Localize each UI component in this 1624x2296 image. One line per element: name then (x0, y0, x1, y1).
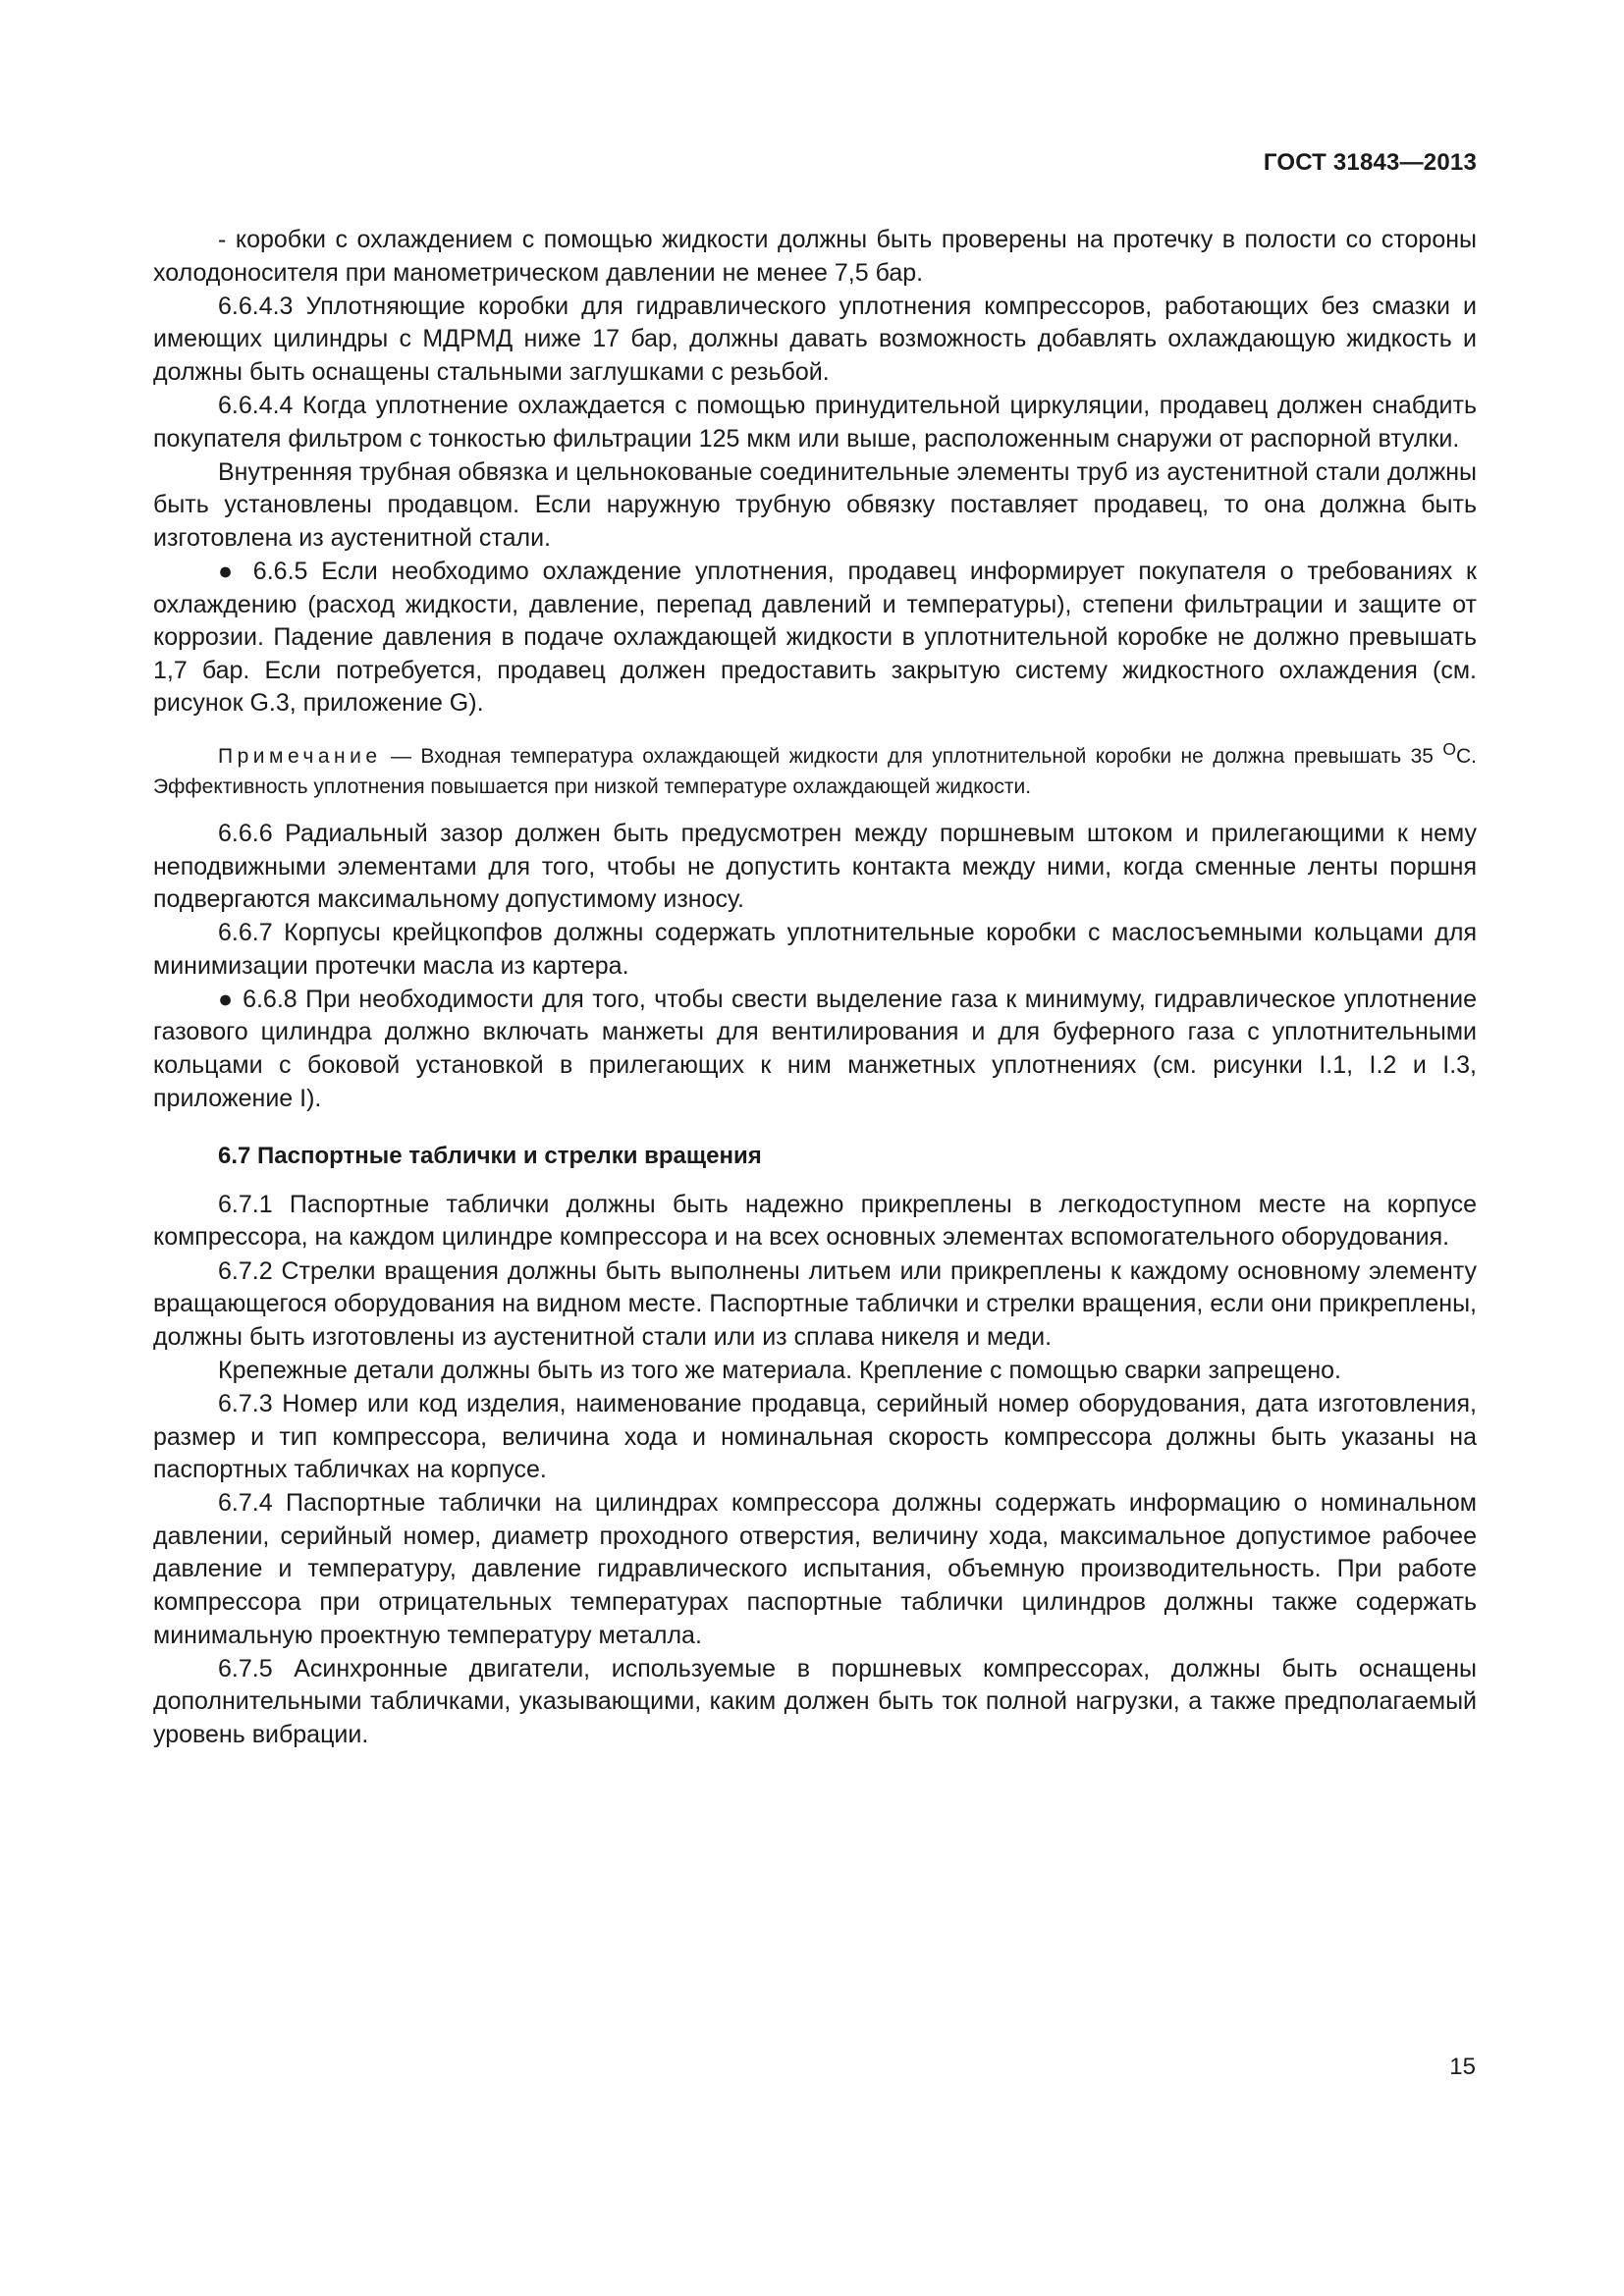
paragraph: Крепежные детали должны быть из того же материала. Крепление с помощью сварки запрещено. (218, 1356, 1342, 1384)
note-text: Входная температура охлаждающей жидкости для уплотнительной коробки не должна превышать 35 (420, 744, 1443, 768)
paragraph: ● 6.6.5 Если необходимо охлаждение уплотнения, продавец информирует покупателя о требованиях к охлаждению (расход жидкости, давление, перепад давлений и температуры), степени фильтрации и защите от коррозии. Падение давления в подаче охлаждающей жидкости в уплотнительной коробке не должно превышать 1,7 бар. Если потребуется, продавец должен предоставить закрытую систему жидкостного охлаждения (см. рисунок G.3, приложение G). (153, 557, 1477, 718)
document-body (153, 224, 1477, 1752)
paragraph: ● 6.6.8 При необходимости для того, чтобы свести выделение газа к минимуму, гидравлическое уплотнение газового цилиндра должно включать манжеты для вентилирования и для буферного газа с уплотнительными кольцами с боковой установкой в прилегающих к ним манжетных уплотнениях (см. рисунки I.1, I.2 и I.3, приложение I). (153, 985, 1477, 1112)
paragraph: 6.6.7 Корпусы крейцкопфов должны содержать уплотнительные коробки с маслосъемными кольцами для минимизации протечки масла из картера. (153, 919, 1477, 980)
section-heading: 6.7 Паспортные таблички и стрелки вращения (218, 1143, 762, 1170)
paragraph: 6.7.2 Стрелки вращения должны быть выполнены литьем или прикреплены к каждому основному элементу вращающегося оборудования на видном месте. Паспортные таблички и стрелки вращения, если они прикреплены, должны быть изготовлены из аустенитной стали или из сплава никеля и меди. (153, 1256, 1477, 1351)
paragraph: - коробки с охлаждением с помощью жидкости должны быть проверены на протечку в полости со стороны холодоносителя при манометрическом давлении не менее 7,5 бар. (153, 226, 1477, 287)
page-number: 15 (1449, 2054, 1476, 2080)
paragraph: 6.6.4.3 Уплотняющие коробки для гидравлического уплотнения компрессоров, работающих без смазки и имеющих цилиндры с МДРМД ниже 17 бар, должны давать возможность добавлять охлаждающую жидкость и должны быть оснащены стальными заглушками с резьбой. (153, 292, 1477, 386)
degree-mark: О (1442, 738, 1456, 759)
paragraph: 6.7.1 Паспортные таблички должны быть надежно прикреплены в легкодоступном месте на корпусе компрессора, на каждом цилиндре компрессора и на всех основных элементах вспомогательного оборудования. (153, 1190, 1477, 1252)
paragraph: Внутренняя трубная обвязка и цельнокованые соединительные элементы труб из аустенитной стали должны быть установлены продавцом. Если наружную трубную обвязку поставляет продавец, то она должна быть изготовлена из аустенитной стали. (153, 457, 1477, 552)
paragraph: 6.7.4 Паспортные таблички на цилиндрах компрессора должны содержать информацию о номинальном давлении, серийный номер, диаметр проходного отверстия, величину хода, максимальное допустимое рабочее давление и температуру, давление гидравлического испытания, объемную производительность. При работе компрессора при отрицательных температурах паспортные таблички цилиндров должны также содержать минимальную проектную температуру металла. (153, 1489, 1477, 1649)
paragraph: 6.7.3 Номер или код изделия, наименование продавца, серийный номер оборудования, дата изготовления, размер и тип компрессора, величина хода и номинальная скорость компрессора должны быть указаны на паспортных табличках на корпусе. (153, 1389, 1477, 1484)
note (153, 734, 1477, 802)
paragraph: 6.7.5 Асинхронные двигатели, используемые в поршневых компрессорах, должны быть оснащены дополнительными табличками, указывающими, каким должен быть ток полной нагрузки, а также предполагаемый уровень вибрации. (153, 1654, 1477, 1748)
paragraph: 6.6.4.4 Когда уплотнение охлаждается с помощью принудительной циркуляции, продавец должен снабдить покупателя фильтром с тонкостью фильтрации 125 мкм или выше, расположенным снаружи от распорной втулки. (153, 391, 1477, 453)
note-label: Примечание (218, 744, 382, 768)
paragraph: 6.6.6 Радиальный зазор должен быть предусмотрен между поршневым штоком и прилегающими к нему неподвижными элементами для того, чтобы не допустить контакта между ними, когда сменные ленты поршня подвергаются максимальному допустимому износу. (153, 819, 1477, 914)
note-dash: — (381, 744, 421, 768)
document-code: ГОСТ 31843—2013 (1263, 149, 1477, 176)
note-text-end: С. Эффективность уплотнения повышается при низкой температуре охлаждающей жидкости. (153, 744, 1477, 798)
